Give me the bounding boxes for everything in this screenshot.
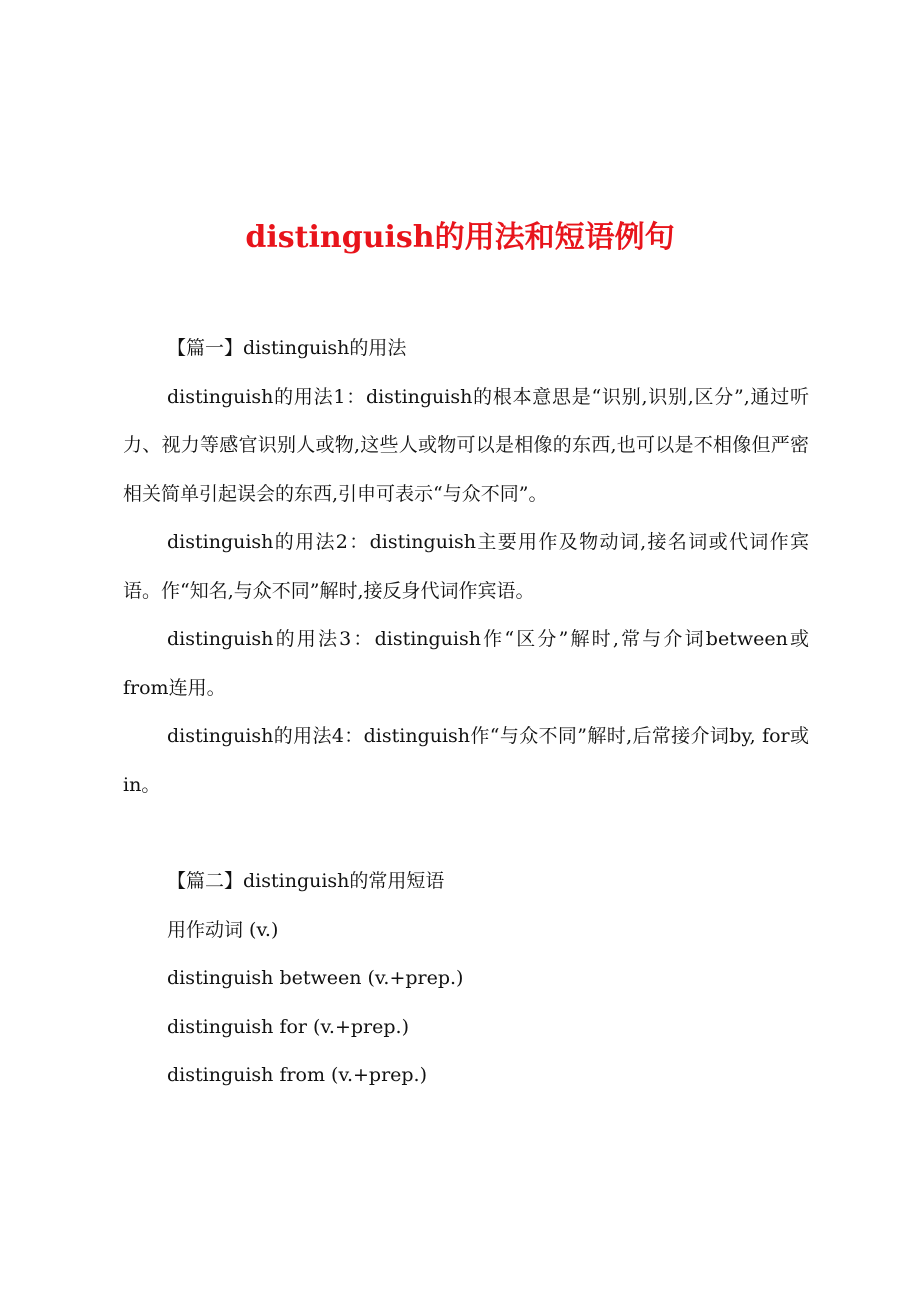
usage-paragraph-4: distinguish的用法4：distinguish作“与众不同”解时,后常接介词by, for或in。 [123, 725, 809, 796]
document-title: distinguish的用法和短语例句 [245, 220, 675, 256]
phrase-line-1: 用作动词 (v.) [167, 918, 279, 941]
document-body [123, 324, 809, 1100]
phrase-line-4: distinguish from (v.+prep.) [167, 1064, 428, 1086]
usage-paragraph-2: distinguish的用法2：distinguish主要用作及物动词,接名词或代词作宾语。作“知名,与众不同”解时,接反身代词作宾语。 [123, 531, 809, 602]
usage-paragraph-1: distinguish的用法1：distinguish的根本意思是“识别,识别,区分”,通过听力、视力等感官识别人或物,这些人或物可以是相像的东西,也可以是不相像但严密相关简单引起误会的东西,引申可表示“与众不同”。 [123, 385, 809, 505]
phrase-line-2: distinguish between (v.+prep.) [167, 967, 464, 989]
phrase-line-3: distinguish for (v.+prep.) [167, 1015, 409, 1038]
section-heading-1: 【篇一】distinguish的用法 [167, 337, 407, 359]
usage-paragraph-3: distinguish的用法3：distinguish作“区分”解时,常与介词between或from连用。 [123, 628, 809, 699]
section-heading-2: 【篇二】distinguish的常用短语 [167, 870, 445, 892]
section-spacer [123, 809, 809, 857]
